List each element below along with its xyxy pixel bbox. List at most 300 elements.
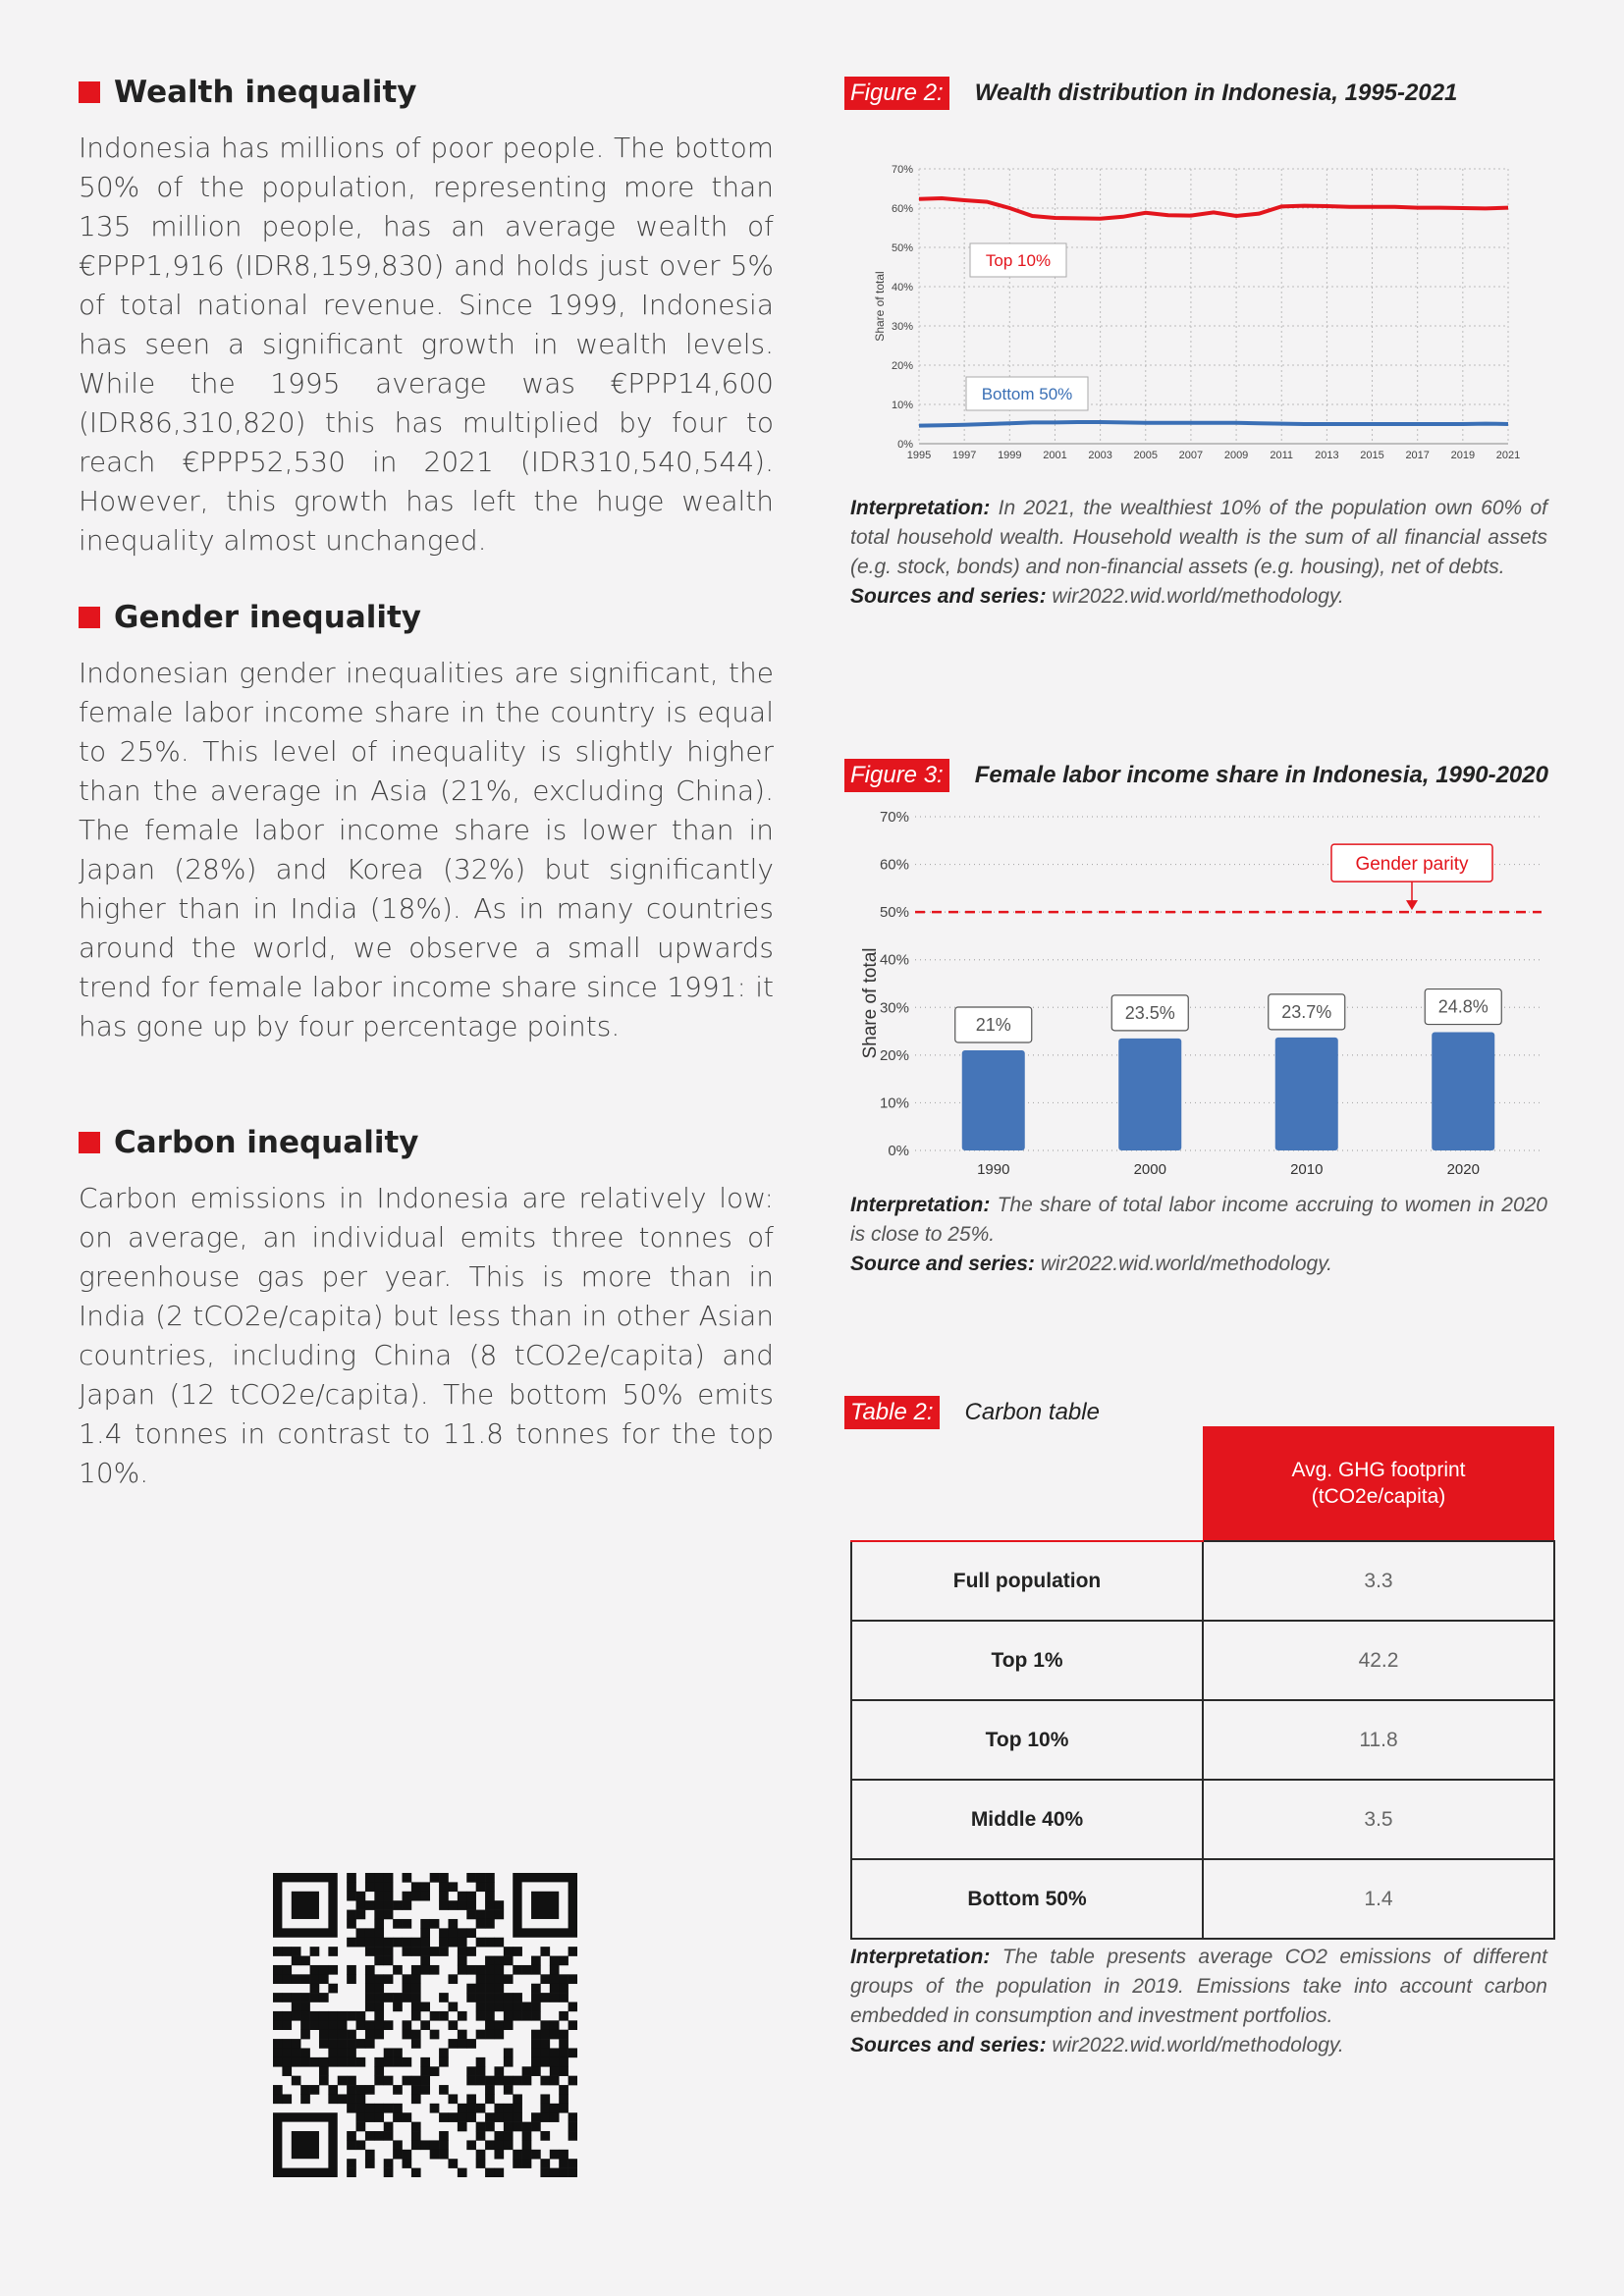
qr-module [374, 2131, 384, 2141]
qr-module [513, 2104, 522, 2113]
qr-module [328, 2094, 338, 2104]
qr-module [420, 2057, 430, 2067]
qr-module [411, 1984, 421, 1994]
qr-module [310, 1965, 320, 1975]
qr-module [494, 1965, 504, 1975]
qr-module [439, 2085, 449, 2095]
qr-module [439, 1873, 449, 1883]
qr-module [559, 1974, 568, 1984]
gender-paragraph: Indonesian gender inequalities are significant, the female labor income share in the country is equal to 25%. This level of inequality is slightly higher than the average in Asia (21%, excluding China). The female labor income share is lower than in Japan (28%) and Korea (32%) but significantly higher than in India (18%). As in many countries around the world, we observe a small upwards trend for female labor income share since 1991: it has gone up by four percentage points. [79, 657, 774, 1042]
qr-module [485, 2168, 495, 2177]
source-text: wir2022.wid.world/methodology. [1046, 2034, 1344, 2056]
qr-module [365, 2112, 375, 2122]
qr-module [356, 2140, 366, 2150]
qr-module [485, 2122, 495, 2132]
qr-module [476, 2076, 486, 2086]
qr-module [384, 1900, 394, 1910]
qr-module [347, 2048, 356, 2057]
qr-module [485, 2020, 495, 2030]
qr-module [300, 1993, 310, 2002]
qr-module [365, 1928, 375, 1938]
x-tick-label: 2010 [1290, 1161, 1324, 1178]
qr-module [347, 1910, 356, 1920]
qr-code-image [273, 1873, 577, 2177]
qr-module [319, 2011, 329, 2021]
qr-module [448, 1882, 458, 1892]
x-tick-label: 1999 [998, 450, 1022, 461]
qr-module [504, 1974, 514, 1984]
qr-module [476, 1965, 486, 1975]
qr-module [476, 1938, 486, 1948]
qr-module [319, 2039, 329, 2049]
qr-module [540, 1974, 550, 1984]
qr-module [420, 2076, 430, 2086]
qr-module [559, 2011, 568, 2021]
qr-module [476, 1974, 486, 1984]
qr-module [393, 1900, 403, 1910]
qr-module [485, 2085, 495, 2095]
qr-module [513, 2159, 522, 2168]
y-tick-label: 0% [897, 439, 913, 451]
qr-module [365, 2020, 375, 2030]
qr-module [403, 2112, 412, 2122]
qr-module [439, 2011, 449, 2021]
qr-module [485, 1873, 495, 1883]
qr-module [411, 1974, 421, 1984]
qr-module [365, 1938, 375, 1948]
qr-module [384, 2104, 394, 2113]
qr-module [550, 1965, 560, 1975]
qr-module [485, 1900, 495, 1910]
qr-module [504, 2122, 514, 2132]
qr-module [282, 1993, 292, 2002]
qr-module [347, 1882, 356, 1892]
qr-module [550, 2066, 560, 2076]
qr-module [374, 2076, 384, 2086]
qr-module [448, 2039, 458, 2049]
qr-module [439, 1993, 449, 2002]
qr-module [384, 1882, 394, 1892]
qr-module [403, 1984, 412, 1994]
table-row [851, 1859, 1554, 1939]
qr-module [513, 1965, 522, 1975]
qr-module [273, 2057, 283, 2067]
qr-module [365, 2150, 375, 2160]
qr-module [384, 1938, 394, 1948]
qr-module [411, 1965, 421, 1975]
qr-module [273, 1974, 283, 1984]
table-tag: Table 2: [844, 1396, 940, 1429]
qr-module [282, 2039, 292, 2049]
qr-module [531, 2039, 541, 2049]
qr-module [540, 2048, 550, 2057]
qr-module [439, 2048, 449, 2057]
qr-module [522, 1965, 532, 1975]
qr-module [420, 1928, 430, 1938]
qr-module [430, 2011, 440, 2021]
qr-module [420, 1882, 430, 1892]
qr-module [374, 1919, 384, 1929]
qr-module [513, 1947, 522, 1956]
qr-module [522, 2002, 532, 2012]
qr-module [485, 2140, 495, 2150]
y-tick-label: 70% [891, 164, 913, 176]
qr-module [411, 2085, 421, 2095]
qr-module [292, 2011, 301, 2021]
qr-module [328, 2057, 338, 2067]
qr-module [319, 1965, 329, 1975]
qr-module [411, 2168, 421, 2177]
qr-module [458, 2122, 467, 2132]
qr-module [494, 2066, 504, 2076]
qr-module [328, 2048, 338, 2057]
qr-module [559, 2030, 568, 2040]
table-row [851, 1780, 1554, 1859]
qr-module [347, 1974, 356, 1984]
qr-module [522, 2140, 532, 2150]
y-tick-label: 60% [891, 203, 913, 215]
qr-module [282, 2066, 292, 2076]
wealth-paragraph: Indonesia has millions of poor people. The bottom 50% of the population, representing more than 135 million people, has an average wealth of €PPP1,916 (IDR8,159,830) and holds just over 5% of total national revenue. Since 1999, Indonesia has seen a significant growth in wealth levels. While the 1995 average was €PPP14,600 (IDR86,310,820) this has multiplied by four to reach €PPP52,530 in 2021 (IDR310,540,544). However, this growth has left the huge wealth inequality almost unchanged. [79, 132, 774, 557]
qr-module [494, 2030, 504, 2040]
qr-module [273, 1993, 283, 2002]
x-tick-label: 2000 [1133, 1161, 1166, 1178]
table-row [851, 1541, 1554, 1621]
x-tick-label: 2015 [1360, 450, 1384, 461]
qr-module [430, 2030, 440, 2040]
qr-module [550, 1993, 560, 2002]
table-row [851, 1621, 1554, 1700]
qr-module [273, 2020, 283, 2030]
qr-module [384, 1873, 394, 1883]
qr-module [347, 2094, 356, 2104]
qr-module [310, 2020, 320, 2030]
qr-module [356, 1910, 366, 1920]
qr-module [365, 1947, 375, 1956]
qr-module [466, 2076, 476, 2086]
y-tick-label: 30% [879, 999, 909, 1017]
qr-module [374, 1956, 384, 1966]
qr-finder [292, 2131, 319, 2159]
qr-module [384, 1974, 394, 1984]
qr-module [292, 2076, 301, 2086]
qr-module [411, 2094, 421, 2104]
qr-module [494, 1910, 504, 1920]
qr-module [393, 1938, 403, 1948]
qr-module [531, 1984, 541, 1994]
qr-module [282, 2011, 292, 2021]
qr-module [522, 2122, 532, 2132]
qr-module [300, 2048, 310, 2057]
qr-module [282, 2057, 292, 2067]
qr-module [466, 2104, 476, 2113]
qr-module [522, 2150, 532, 2160]
qr-module [282, 2094, 292, 2104]
qr-module [384, 1956, 394, 1966]
qr-module [550, 2112, 560, 2122]
qr-module [319, 2030, 329, 2040]
y-tick-label: 20% [879, 1046, 909, 1064]
qr-module [504, 2140, 514, 2150]
qr-module [365, 2104, 375, 2113]
qr-module [485, 1965, 495, 1975]
qr-module [338, 2076, 348, 2086]
qr-module [411, 2002, 421, 2012]
qr-module [476, 2104, 486, 2113]
qr-module [374, 1928, 384, 1938]
qr-module [476, 1910, 486, 1920]
qr-module [338, 2094, 348, 2104]
qr-module [374, 1892, 384, 1901]
qr-module [374, 2066, 384, 2076]
qr-module [356, 1938, 366, 1948]
group-cell: Top 1% [851, 1621, 1203, 1700]
qr-module [568, 2122, 577, 2132]
qr-module [494, 1938, 504, 1948]
qr-module [347, 2076, 356, 2086]
qr-module [458, 2104, 467, 2113]
qr-module [540, 2094, 550, 2104]
qr-module [458, 1956, 467, 1966]
qr-module [476, 1873, 486, 1883]
qr-module [328, 2085, 338, 2095]
qr-module [550, 2168, 560, 2177]
qr-module [448, 1928, 458, 1938]
qr-module [513, 2011, 522, 2021]
value-cell: 3.5 [1203, 1780, 1554, 1859]
qr-module [273, 2011, 283, 2021]
qr-module [466, 1928, 476, 1938]
qr-module [347, 2011, 356, 2021]
qr-module [411, 1938, 421, 1948]
qr-module [531, 2112, 541, 2122]
qr-module [365, 1974, 375, 1984]
qr-module [568, 2002, 577, 2012]
figure-title: Female labor income share in Indonesia, 1990-2020 [974, 762, 1548, 788]
qr-module [328, 2039, 338, 2049]
qr-module [559, 2159, 568, 2168]
qr-module [466, 1892, 476, 1901]
qr-module [374, 1938, 384, 1948]
qr-module [403, 1873, 412, 1883]
header-line1: Avg. GHG footprint [1291, 1459, 1466, 1481]
qr-module [403, 1947, 412, 1956]
qr-module [411, 1947, 421, 1956]
qr-module [466, 1965, 476, 1975]
qr-module [319, 2057, 329, 2067]
qr-module [494, 1900, 504, 1910]
figure2-header [844, 77, 1457, 110]
qr-module [403, 2076, 412, 2086]
qr-module [338, 2020, 348, 2030]
qr-module [494, 1984, 504, 1994]
qr-module [292, 2039, 301, 2049]
x-tick-label: 2021 [1495, 450, 1521, 461]
qr-module [559, 1984, 568, 1994]
qr-module [476, 2030, 486, 2040]
qr-module [356, 2104, 366, 2113]
qr-module [328, 1965, 338, 1975]
qr-module [374, 2020, 384, 2030]
qr-module [485, 2112, 495, 2122]
source-text: wir2022.wid.world/methodology. [1046, 585, 1344, 608]
qr-module [403, 2030, 412, 2040]
qr-module [356, 2011, 366, 2021]
qr-module [485, 2002, 495, 2012]
carbon-heading [79, 1125, 418, 1160]
qr-module [347, 2131, 356, 2141]
qr-module [513, 2122, 522, 2132]
qr-module [540, 2104, 550, 2113]
value-cell: 3.3 [1203, 1541, 1554, 1621]
qr-module [411, 2076, 421, 2086]
qr-module [347, 2085, 356, 2095]
qr-module [458, 1928, 467, 1938]
qr-module [458, 1965, 467, 1975]
qr-module [292, 1974, 301, 1984]
qr-module [384, 2057, 394, 2067]
qr-module [365, 1984, 375, 1994]
qr-module [559, 2085, 568, 2095]
value-cell: 1.4 [1203, 1859, 1554, 1939]
qr-module [300, 2002, 310, 2012]
qr-module [494, 2150, 504, 2160]
qr-module [559, 2048, 568, 2057]
source-label: Source and series: [850, 1253, 1035, 1275]
data-label: 23.5% [1124, 1002, 1175, 1023]
qr-module [476, 2057, 486, 2067]
qr-module [420, 1938, 430, 1948]
qr-module [365, 2085, 375, 2095]
qr-module [300, 2057, 310, 2067]
qr-module [568, 2168, 577, 2177]
table2-header [844, 1396, 1100, 1429]
figure-tag: Figure 2: [844, 77, 949, 110]
qr-module [494, 1956, 504, 1966]
qr-module [374, 1882, 384, 1892]
qr-module [374, 1873, 384, 1883]
qr-module [439, 1928, 449, 1938]
qr-finder [292, 1892, 319, 1919]
qr-module [420, 1919, 430, 1929]
qr-module [365, 2002, 375, 2012]
qr-module [292, 2002, 301, 2012]
qr-module [384, 2131, 394, 2141]
qr-module [411, 2122, 421, 2132]
qr-module [504, 2011, 514, 2021]
x-tick-label: 2005 [1133, 450, 1159, 461]
qr-module [403, 1900, 412, 1910]
qr-module [559, 2094, 568, 2104]
qr-module [485, 1974, 495, 1984]
qr-module [273, 2094, 283, 2104]
female-labor-bar-chart [844, 805, 1551, 1188]
qr-module [319, 1993, 329, 2002]
qr-module [540, 2076, 550, 2086]
qr-module [504, 2020, 514, 2030]
table-header-row [851, 1426, 1554, 1541]
qr-module [531, 2150, 541, 2160]
qr-module [384, 2020, 394, 2030]
qr-module [319, 2020, 329, 2030]
qr-module [494, 2168, 504, 2177]
series-label: Bottom 50% [981, 385, 1073, 403]
qr-module [365, 1873, 375, 1883]
interp-label: Interpretation: [850, 1194, 991, 1216]
qr-module [466, 2039, 476, 2049]
qr-module [356, 1892, 366, 1901]
qr-module [403, 1938, 412, 1948]
qr-module [439, 1892, 449, 1901]
x-tick-label: 2011 [1270, 450, 1294, 461]
qr-module [384, 1910, 394, 1920]
qr-module [282, 2048, 292, 2057]
interp-text: The share of total labor income accruing to women in 2020 is close to 25%. [850, 1194, 1547, 1246]
qr-module [356, 2085, 366, 2095]
qr-module [476, 1919, 486, 1929]
qr-module [347, 2168, 356, 2177]
qr-module [300, 2094, 310, 2104]
qr-module [550, 1984, 560, 1994]
qr-module [374, 1910, 384, 1920]
table-row [851, 1700, 1554, 1780]
qr-finder [531, 1892, 559, 1919]
wealth-heading [79, 75, 417, 110]
qr-module [540, 2112, 550, 2122]
qr-module [319, 1974, 329, 1984]
qr-module [448, 2112, 458, 2122]
qr-module [458, 1892, 467, 1901]
qr-module [448, 1919, 458, 1929]
qr-module [494, 2104, 504, 2113]
qr-module [504, 1993, 514, 2002]
qr-module [476, 2150, 486, 2160]
qr-module [439, 2140, 449, 2150]
qr-module [420, 2140, 430, 2150]
qr-module [466, 2094, 476, 2104]
qr-module [347, 1938, 356, 1948]
qr-module [485, 2030, 495, 2040]
arrow-head-icon [1406, 900, 1418, 910]
qr-module [559, 2039, 568, 2049]
qr-module [559, 2150, 568, 2160]
data-label: 23.7% [1281, 1001, 1332, 1022]
qr-module [466, 1984, 476, 1994]
qr-module [403, 2020, 412, 2030]
qr-module [374, 1974, 384, 1984]
qr-module [420, 1956, 430, 1966]
qr-module [559, 2168, 568, 2177]
qr-module [411, 1892, 421, 1901]
y-tick-label: 20% [891, 360, 913, 372]
qr-module [476, 2122, 486, 2132]
gender-parity-label: Gender parity [1355, 854, 1469, 876]
qr-module [319, 2076, 329, 2086]
qr-module [485, 1993, 495, 2002]
qr-module [448, 2002, 458, 2012]
qr-module [282, 1965, 292, 1975]
x-tick-label: 2007 [1178, 450, 1204, 461]
qr-module [374, 2057, 384, 2067]
qr-module [365, 2039, 375, 2049]
x-tick-label: 2020 [1446, 1161, 1480, 1178]
qr-module [485, 2094, 495, 2104]
bar [1275, 1038, 1338, 1150]
group-cell: Full population [851, 1541, 1203, 1621]
qr-module [328, 2020, 338, 2030]
qr-module [347, 1965, 356, 1975]
y-tick-label: 50% [891, 242, 913, 254]
